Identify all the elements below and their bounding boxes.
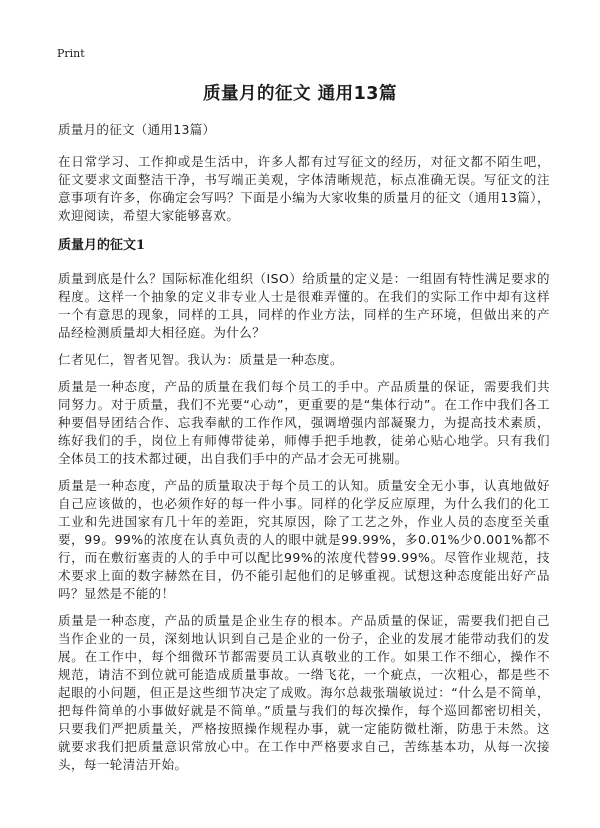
body-paragraph: 质量是一种态度，产品的质量是企业生存的根本。产品质量的保证，需要我们把自己当作企业的一员，深刻地认识到自己是企业的一份子，企业的发展才能带动我们的发展。在工作中，每个细微环节都需要员工认真敬业的工作。如果工作不细心，操作不规范，请洁不到位就可能造成质量事故。一绺飞花，一个疵点，一次粗心，都是些不起眼的小问题，但正是这些细节决定了成败。海尔总裁张瑞敏说过：“什么是不简单，把每件简单的小事做好就是不简单。”质量与我们的每次操作，每个巡回都密切相关，只要我们严把质量关，严格按照操作规程办事，就一定能防微杜渐，防患于未然。这就要求我们把质量意识常放心中。在工作中严格要求自己，苦练基本功，从每一次接头，每一轮清洁开始。 (58, 613, 550, 772)
body-paragraph: 质量是一种态度，产品的质量在我们每个员工的手中。产品质量的保证，需要我们共同努力。对于质量，我们不光要“心动”，更重要的是“集体行动”。在工作中我们各工种要倡导团结合作、忘我奉献的工作作风，强调增强内部凝聚力，为提高技术素质，练好我们的手，岗位上有师傅带徒弟，师傅手把手地教，徒弟心贴心地学。只有我们全体员工的技术都过硬，出自我们手中的产品才会无可挑剔。 (58, 379, 550, 466)
body-paragraph: 质量到底是什么？国际标准化组织（ISO）给质量的定义是：一组固有特性满足要求的程度。这样一个抽象的定义非专业人士是很难弄懂的。在我们的实际工作中却有这样一个有意思的现象，同样的工具，同样的作业方法，同样的生产环境，但做出来的产品经检测质量却大相径庭。为什么？ (58, 271, 550, 340)
print-link[interactable]: Print (57, 47, 85, 60)
article-body (58, 121, 550, 783)
intro-paragraph: 在日常学习、工作抑或是生活中，许多人都有过写征文的经历，对征文都不陌生吧，征文要求文面整洁干净，书写端正美观，字体清晰规范，标点准确无误。写征文的注意事项有许多，你确定会写吗？下面是小编为大家收集的质量月的征文（通用13篇），欢迎阅读，希望大家能够喜欢。 (58, 154, 550, 223)
body-paragraph: 仁者见仁，智者见智。我认为：质量是一种态度。 (58, 352, 343, 367)
body-paragraph: 质量是一种态度，产品的质量取决于每个员工的认知。质量安全无小事，认真地做好自己应该做的，也必须作好的每一件小事。同样的化学反应原理，为什么我们的化工工业和先进国家有几十年的差距，究其原因，除了工艺之外，作业人员的态度至关重要，99。99%的浓度在认真负责的人的眼中就是99.99%，多0.01%少0.001%都不行，而在敷衍塞责的人的手中可以配比99%的浓度代替99.99%。尽管作业规范，技术要求上面的数字赫然在目，仍不能引起他们的足够重视。试想这种态度能出好产品吗？显然是不能的！ (58, 478, 550, 601)
section-heading: 质量月的征文1 (58, 238, 146, 253)
article-subtitle: 质量月的征文（通用13篇） (58, 122, 216, 137)
page-title: 质量月的征文 通用13篇 (203, 84, 397, 104)
